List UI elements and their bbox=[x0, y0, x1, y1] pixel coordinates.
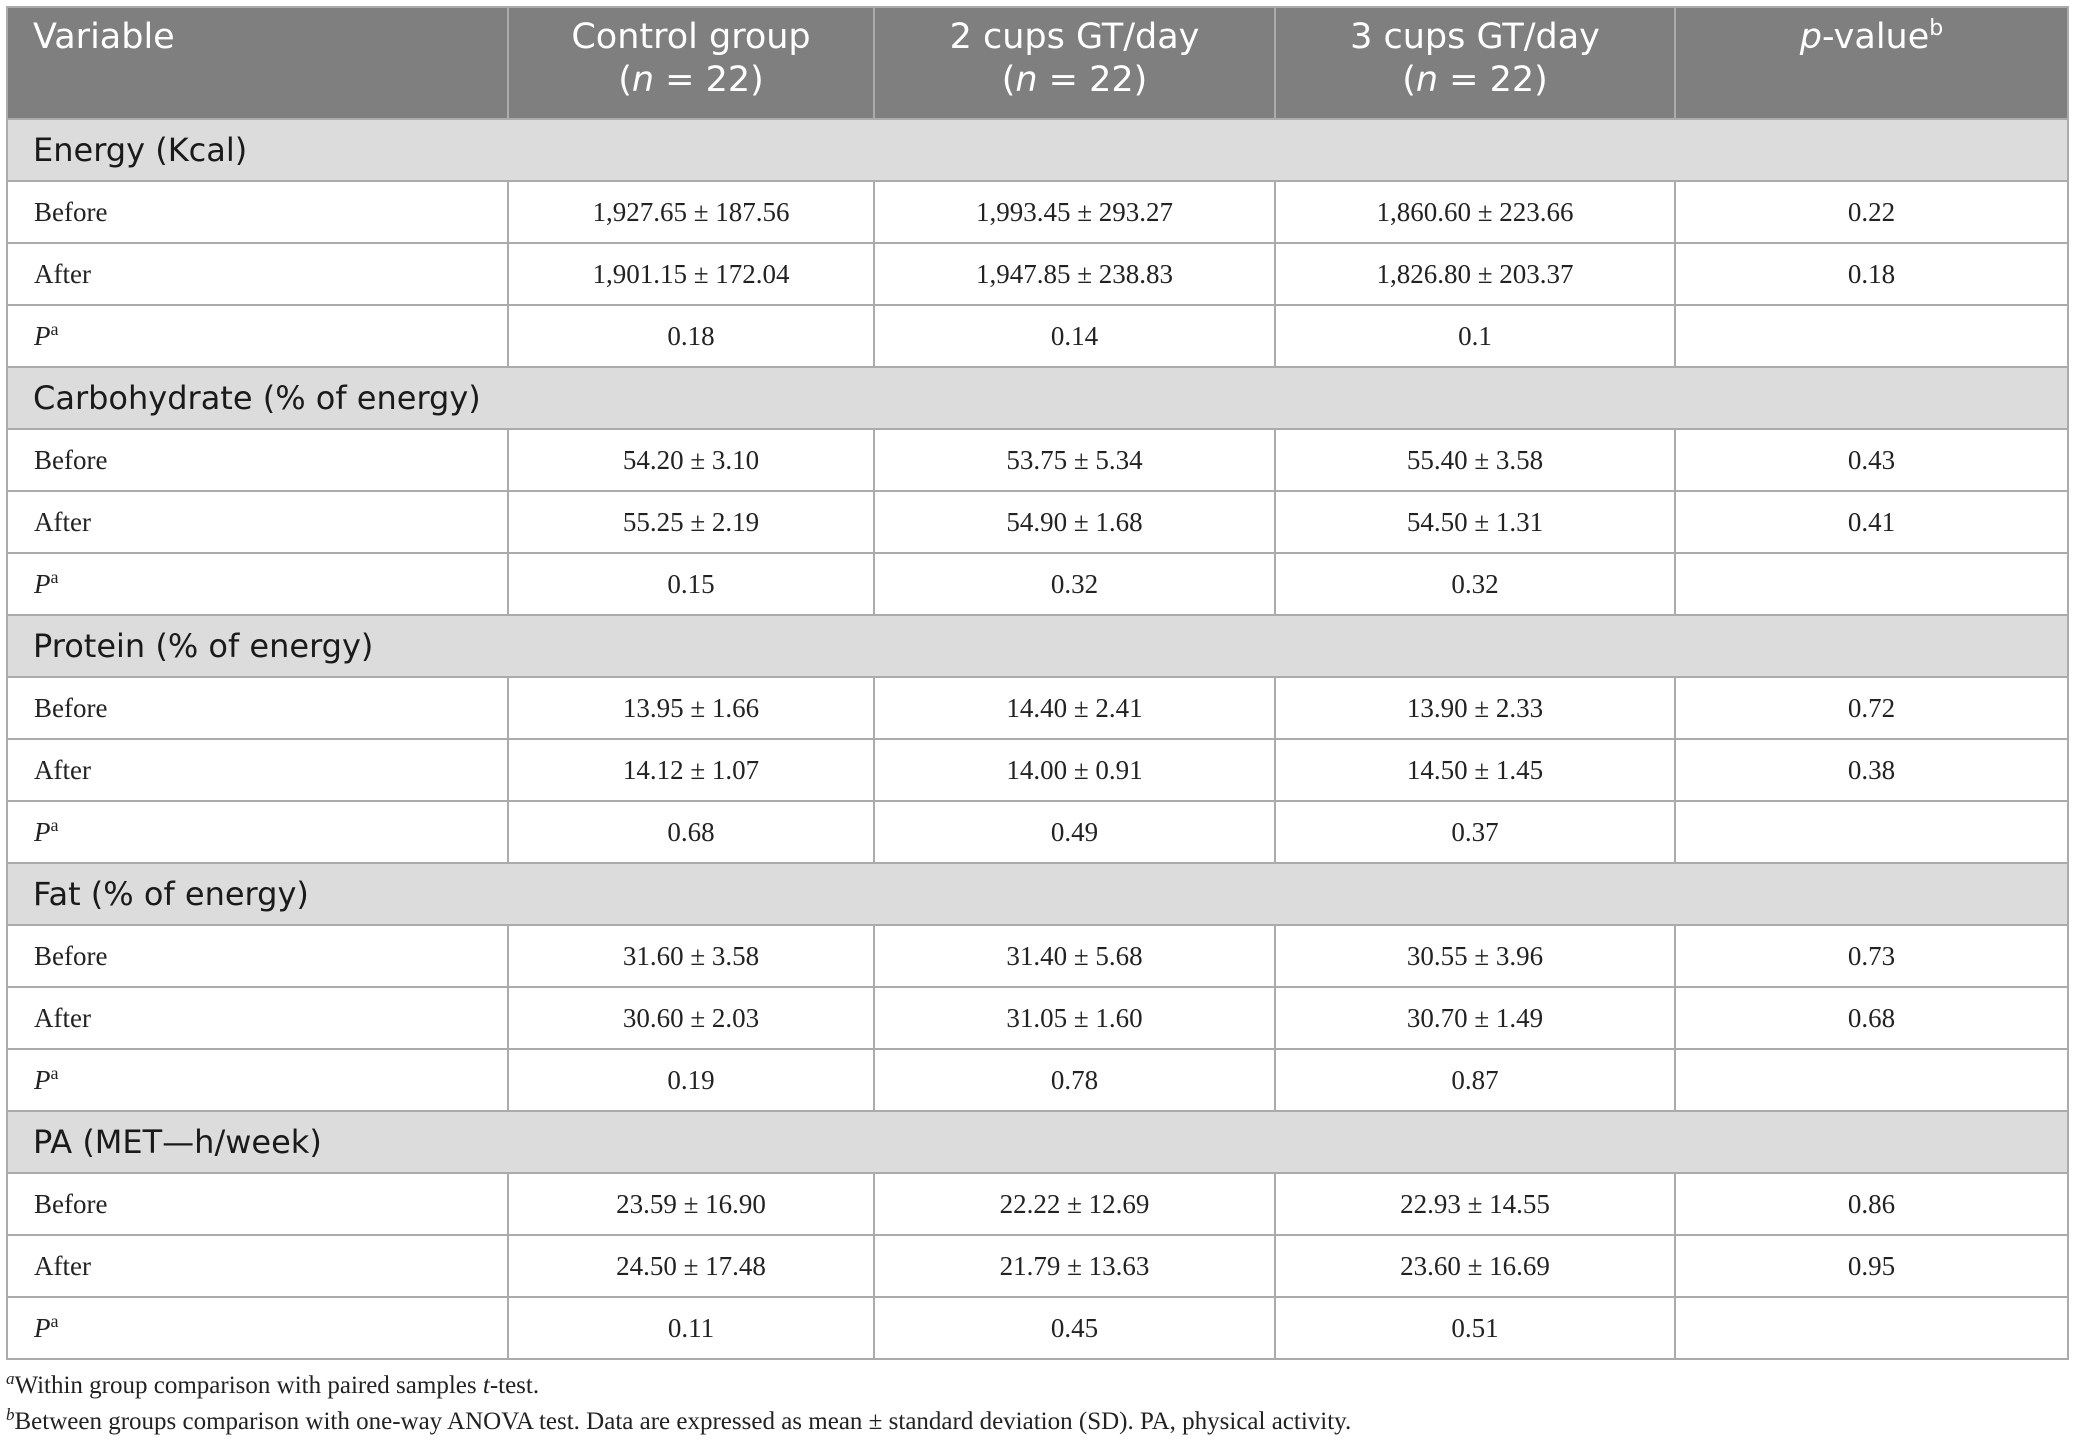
cell-2-cups: 1,947.85 ± 238.83 bbox=[874, 243, 1275, 305]
cell-control: 13.95 ± 1.66 bbox=[508, 677, 874, 739]
header-2-cups-n-value: = 22) bbox=[1037, 60, 1148, 100]
footnote-a-end: -test. bbox=[489, 1372, 540, 1399]
cell-2-cups: 0.78 bbox=[874, 1049, 1275, 1111]
header-3-cups-n: n bbox=[1415, 60, 1439, 100]
row-label: After bbox=[7, 739, 508, 801]
cell-p-value: 0.22 bbox=[1675, 181, 2068, 243]
header-control-n: n bbox=[631, 60, 655, 100]
header-p-value bbox=[1675, 7, 2068, 119]
cell-p-value bbox=[1675, 1297, 2068, 1359]
table-row-p bbox=[7, 553, 2068, 615]
cell-3-cups: 0.1 bbox=[1275, 305, 1675, 367]
cell-control: 14.12 ± 1.07 bbox=[508, 739, 874, 801]
table-body bbox=[7, 119, 2068, 1359]
cell-control: 1,901.15 ± 172.04 bbox=[508, 243, 874, 305]
header-2-cups: 2 cups GT/day (n = 22) bbox=[874, 7, 1275, 119]
p-sup: a bbox=[50, 1062, 59, 1083]
p-sup: a bbox=[50, 566, 59, 587]
p-sup: a bbox=[50, 318, 59, 339]
cell-p-value: 0.38 bbox=[1675, 739, 2068, 801]
row-label: Before bbox=[7, 429, 508, 491]
section-title: Carbohydrate (% of energy) bbox=[7, 367, 2068, 429]
cell-control: 0.68 bbox=[508, 801, 874, 863]
header-3-cups-label: 3 cups GT/day bbox=[1350, 17, 1600, 57]
cell-3-cups: 13.90 ± 2.33 bbox=[1275, 677, 1675, 739]
row-label: Before bbox=[7, 181, 508, 243]
header-control-n-value: = 22) bbox=[654, 60, 764, 100]
cell-3-cups: 55.40 ± 3.58 bbox=[1275, 429, 1675, 491]
p-sup: a bbox=[50, 814, 59, 835]
row-label: After bbox=[7, 243, 508, 305]
section-row bbox=[7, 863, 2068, 925]
cell-p-value bbox=[1675, 553, 2068, 615]
p-symbol: P bbox=[34, 320, 51, 351]
cell-p-value: 0.95 bbox=[1675, 1235, 2068, 1297]
table-row-p bbox=[7, 305, 2068, 367]
p-symbol: P bbox=[34, 1312, 51, 1343]
header-3-cups-n-value: = 22) bbox=[1438, 60, 1548, 100]
section-title: Energy (Kcal) bbox=[7, 119, 2068, 181]
p-symbol: P bbox=[34, 568, 51, 599]
cell-p-value: 0.41 bbox=[1675, 491, 2068, 553]
cell-2-cups: 0.49 bbox=[874, 801, 1275, 863]
cell-2-cups: 21.79 ± 13.63 bbox=[874, 1235, 1275, 1297]
section-row bbox=[7, 1111, 2068, 1173]
cell-2-cups: 54.90 ± 1.68 bbox=[874, 491, 1275, 553]
row-label bbox=[7, 305, 508, 367]
header-control-group: Control group (n = 22) bbox=[508, 7, 874, 119]
cell-p-value bbox=[1675, 1049, 2068, 1111]
table-row-before bbox=[7, 181, 2068, 243]
table-row-before bbox=[7, 1173, 2068, 1235]
cell-2-cups: 14.40 ± 2.41 bbox=[874, 677, 1275, 739]
cell-2-cups: 0.14 bbox=[874, 305, 1275, 367]
cell-control: 0.19 bbox=[508, 1049, 874, 1111]
cell-control: 24.50 ± 17.48 bbox=[508, 1235, 874, 1297]
cell-control: 30.60 ± 2.03 bbox=[508, 987, 874, 1049]
footnote-a-t: t bbox=[482, 1372, 490, 1399]
row-label: Before bbox=[7, 925, 508, 987]
row-label: After bbox=[7, 491, 508, 553]
section-title: Fat (% of energy) bbox=[7, 863, 2068, 925]
cell-2-cups: 1,993.45 ± 293.27 bbox=[874, 181, 1275, 243]
table-row-after bbox=[7, 243, 2068, 305]
header-3-cups: 3 cups GT/day (n = 22) bbox=[1275, 7, 1675, 119]
footnote-a bbox=[6, 1368, 2067, 1404]
cell-control: 54.20 ± 3.10 bbox=[508, 429, 874, 491]
cell-3-cups: 0.87 bbox=[1275, 1049, 1675, 1111]
cell-2-cups: 0.45 bbox=[874, 1297, 1275, 1359]
section-row bbox=[7, 367, 2068, 429]
footnote-b-mark: b bbox=[6, 1405, 15, 1424]
section-title: PA (MET—h/week) bbox=[7, 1111, 2068, 1173]
cell-3-cups: 54.50 ± 1.31 bbox=[1275, 491, 1675, 553]
footnote-b-text: Between groups comparison with one-way ANOVA test. Data are expressed as mean ± standard deviation (SD). PA, physical activity. bbox=[14, 1408, 1352, 1435]
table-row-before bbox=[7, 677, 2068, 739]
cell-3-cups: 0.51 bbox=[1275, 1297, 1675, 1359]
table-row-before bbox=[7, 429, 2068, 491]
cell-3-cups: 0.32 bbox=[1275, 553, 1675, 615]
cell-control: 0.15 bbox=[508, 553, 874, 615]
p-sup: a bbox=[50, 1310, 59, 1331]
p-symbol: P bbox=[34, 1064, 51, 1095]
table-row-before bbox=[7, 925, 2068, 987]
header-2-cups-n: n bbox=[1015, 60, 1038, 100]
section-row bbox=[7, 119, 2068, 181]
table-row-p bbox=[7, 801, 2068, 863]
cell-2-cups: 0.32 bbox=[874, 553, 1275, 615]
table-row-after bbox=[7, 739, 2068, 801]
cell-3-cups: 30.70 ± 1.49 bbox=[1275, 987, 1675, 1049]
dietary-intake-table bbox=[6, 6, 2069, 1360]
row-label bbox=[7, 1049, 508, 1111]
cell-control: 0.11 bbox=[508, 1297, 874, 1359]
header-variable: Variable bbox=[7, 7, 508, 119]
cell-2-cups: 14.00 ± 0.91 bbox=[874, 739, 1275, 801]
p-symbol: P bbox=[34, 816, 51, 847]
header-row bbox=[7, 7, 2068, 119]
cell-3-cups: 30.55 ± 3.96 bbox=[1275, 925, 1675, 987]
header-control-label: Control group bbox=[571, 17, 811, 57]
cell-p-value: 0.72 bbox=[1675, 677, 2068, 739]
cell-3-cups: 1,860.60 ± 223.66 bbox=[1275, 181, 1675, 243]
row-label: After bbox=[7, 987, 508, 1049]
row-label bbox=[7, 801, 508, 863]
row-label bbox=[7, 1297, 508, 1359]
cell-2-cups: 22.22 ± 12.69 bbox=[874, 1173, 1275, 1235]
cell-3-cups: 14.50 ± 1.45 bbox=[1275, 739, 1675, 801]
cell-p-value: 0.86 bbox=[1675, 1173, 2068, 1235]
table-row-after bbox=[7, 987, 2068, 1049]
section-row bbox=[7, 615, 2068, 677]
table-row-p bbox=[7, 1297, 2068, 1359]
cell-control: 55.25 ± 2.19 bbox=[508, 491, 874, 553]
cell-control: 23.59 ± 16.90 bbox=[508, 1173, 874, 1235]
cell-2-cups: 31.40 ± 5.68 bbox=[874, 925, 1275, 987]
cell-3-cups: 22.93 ± 14.55 bbox=[1275, 1173, 1675, 1235]
cell-p-value: 0.68 bbox=[1675, 987, 2068, 1049]
cell-p-value: 0.73 bbox=[1675, 925, 2068, 987]
footnotes bbox=[6, 1368, 2067, 1440]
cell-control: 1,927.65 ± 187.56 bbox=[508, 181, 874, 243]
cell-p-value: 0.18 bbox=[1675, 243, 2068, 305]
table-row-p bbox=[7, 1049, 2068, 1111]
header-p-sup: b bbox=[1929, 16, 1944, 41]
header-p-rest: -value bbox=[1821, 17, 1930, 57]
header-p-italic: p bbox=[1799, 17, 1822, 57]
table-container bbox=[6, 6, 2067, 1360]
section-title: Protein (% of energy) bbox=[7, 615, 2068, 677]
footnote-b bbox=[6, 1404, 2067, 1440]
table-row-after bbox=[7, 1235, 2068, 1297]
header-2-cups-label: 2 cups GT/day bbox=[949, 17, 1200, 57]
table-row-after bbox=[7, 491, 2068, 553]
cell-p-value bbox=[1675, 305, 2068, 367]
row-label: Before bbox=[7, 677, 508, 739]
cell-p-value bbox=[1675, 801, 2068, 863]
footnote-a-mark: a bbox=[6, 1369, 15, 1388]
cell-3-cups: 1,826.80 ± 203.37 bbox=[1275, 243, 1675, 305]
cell-p-value: 0.43 bbox=[1675, 429, 2068, 491]
row-label: After bbox=[7, 1235, 508, 1297]
cell-control: 31.60 ± 3.58 bbox=[508, 925, 874, 987]
cell-2-cups: 31.05 ± 1.60 bbox=[874, 987, 1275, 1049]
row-label: Before bbox=[7, 1173, 508, 1235]
cell-2-cups: 53.75 ± 5.34 bbox=[874, 429, 1275, 491]
cell-3-cups: 23.60 ± 16.69 bbox=[1275, 1235, 1675, 1297]
footnote-a-text: Within group comparison with paired samples bbox=[14, 1372, 483, 1399]
cell-3-cups: 0.37 bbox=[1275, 801, 1675, 863]
cell-control: 0.18 bbox=[508, 305, 874, 367]
row-label bbox=[7, 553, 508, 615]
